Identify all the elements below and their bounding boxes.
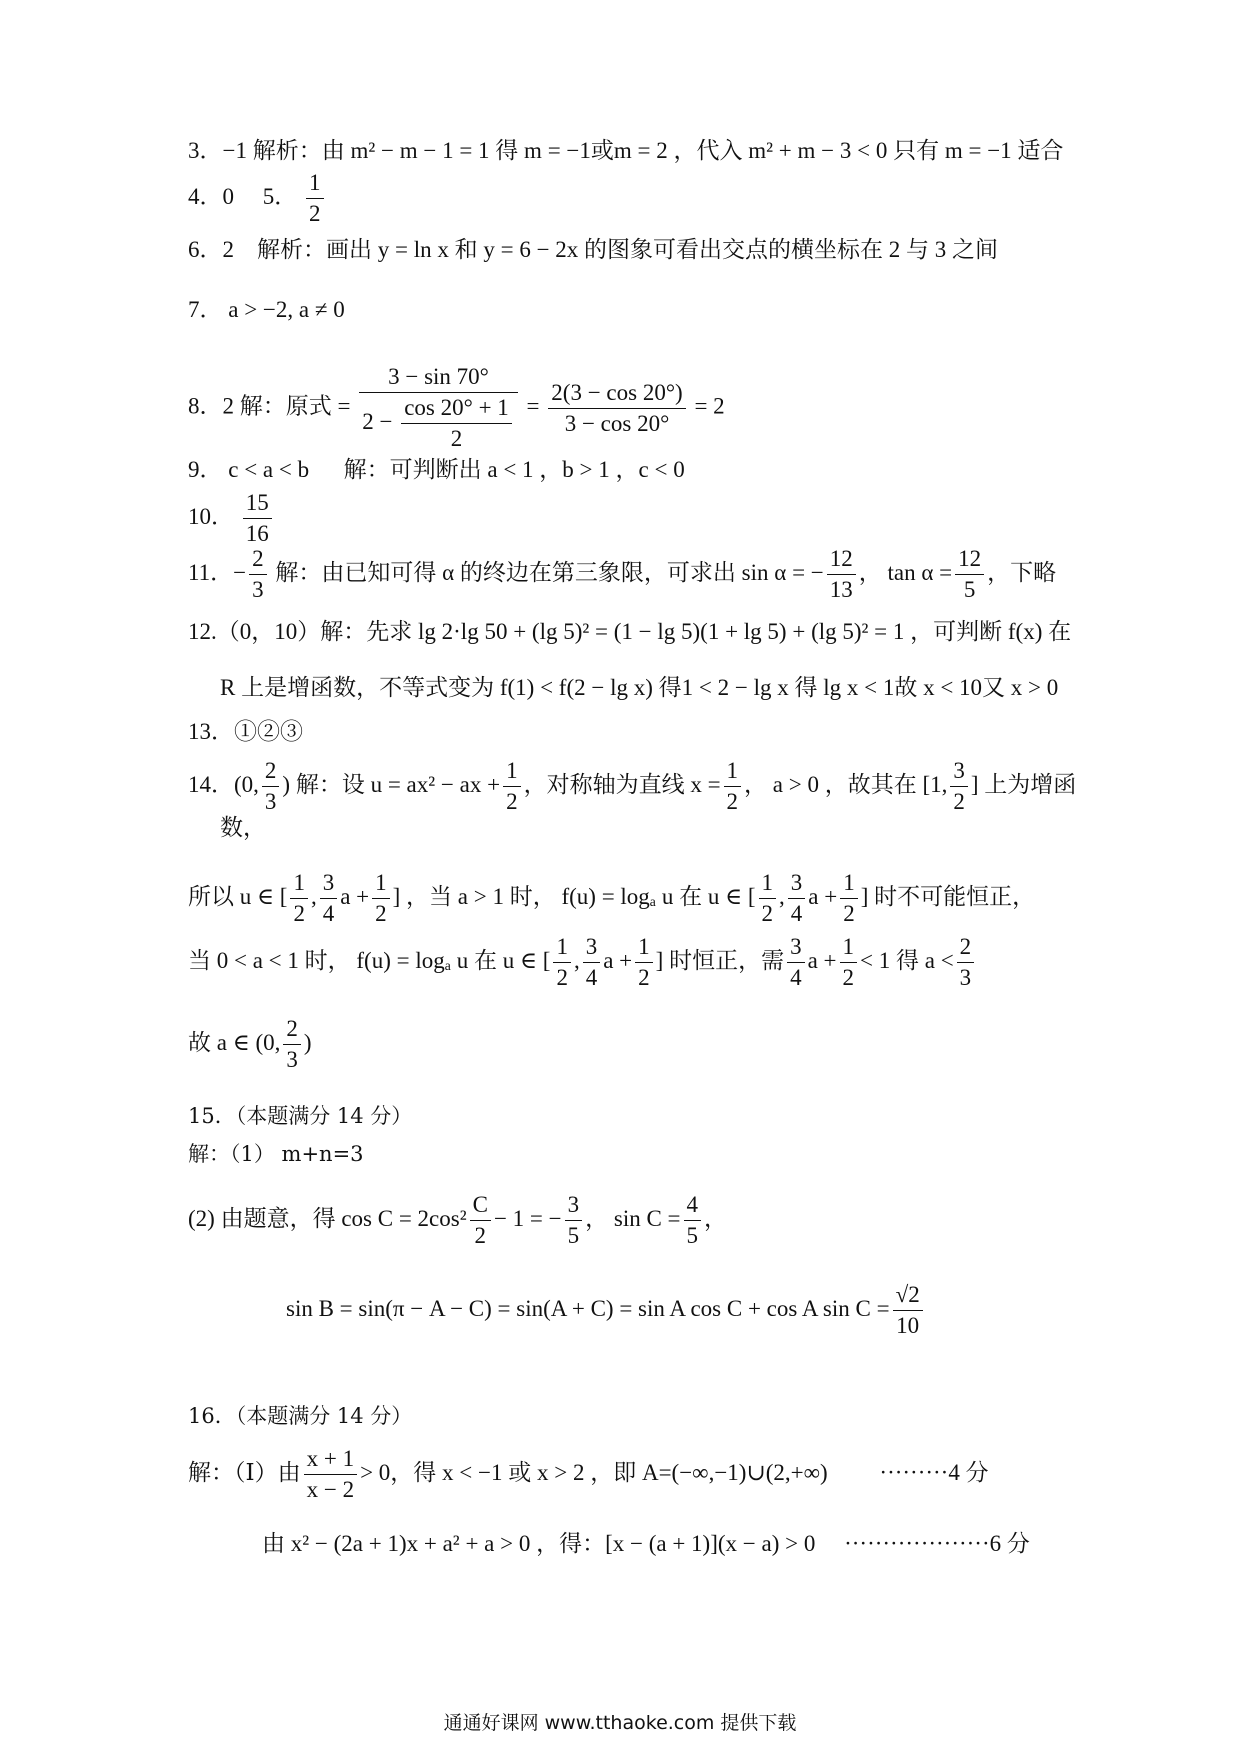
fraction-denominator: 10 bbox=[896, 1313, 920, 1338]
fraction bbox=[684, 1190, 702, 1251]
answer-16-part-1 bbox=[188, 1444, 989, 1505]
answer-14-line-1 bbox=[188, 756, 1076, 817]
answer-13-text: 13．①②③ bbox=[188, 719, 303, 744]
text: > 0，得 x < −1 或 x > 2 ，即 A=(−∞,−1)∪(2,+∞) ·········4 分 bbox=[360, 1459, 989, 1485]
fraction bbox=[840, 932, 858, 993]
denominator-left: 2 − bbox=[362, 408, 393, 434]
fraction bbox=[635, 932, 653, 993]
fraction-numerator: 2 bbox=[957, 932, 975, 963]
text: 所以 u ∈ [ bbox=[188, 883, 288, 909]
answer-6-text: 6．2 解析：画出 y = ln x 和 y = 6 − 2x 的图象可看出交点的横坐标在 2 与 3 之间 bbox=[188, 237, 999, 262]
fraction bbox=[788, 868, 806, 929]
fraction-denominator: x − 2 bbox=[306, 1477, 355, 1502]
fraction bbox=[583, 932, 601, 993]
answer-14-line-5 bbox=[188, 1014, 312, 1075]
fraction-numerator: 12 bbox=[955, 544, 984, 575]
fraction-numerator: 3 bbox=[787, 932, 805, 963]
answer-13 bbox=[188, 718, 303, 746]
fraction-numerator: 2 bbox=[262, 756, 280, 787]
answer-8-prefix: 8．2 解：原式 = bbox=[188, 393, 351, 419]
answer-11 bbox=[188, 544, 1056, 605]
answer-12-text: 12.（0，10）解：先求 lg 2·lg 50 + (lg 5)² = (1 − lg 5)(1 + lg 5) + (lg 5)² = 1 ，可判断 f(x) 在 bbox=[188, 619, 1072, 644]
fraction-numerator: 1 bbox=[635, 932, 653, 963]
fraction-denominator: 2 bbox=[556, 965, 568, 990]
answer-11-tail: ，下略 bbox=[987, 559, 1057, 585]
fraction-numerator: 1 bbox=[724, 756, 742, 787]
fraction-denominator: 3 bbox=[264, 789, 277, 814]
question-16-header bbox=[188, 1402, 412, 1430]
answer-8-fraction-1 bbox=[359, 362, 518, 454]
text: 解：（Ⅰ）由 bbox=[188, 1459, 301, 1485]
text: 故 a ∈ (0, bbox=[188, 1029, 281, 1055]
fraction-numerator: 2 bbox=[283, 1014, 301, 1045]
text: a + bbox=[603, 947, 633, 973]
text: , bbox=[310, 883, 317, 909]
text: ] ，当 a > 1 时， f(u) = logₐ u 在 u ∈ [ bbox=[392, 883, 756, 909]
text: , bbox=[779, 883, 785, 909]
answer-5-fraction bbox=[306, 168, 324, 229]
text: ] 上为增函 bbox=[970, 771, 1077, 797]
text: a + bbox=[340, 883, 370, 909]
text: ] 时恒正，需 bbox=[655, 947, 785, 973]
text: (2) 由题意，得 cos C = 2cos² bbox=[188, 1205, 467, 1231]
answer-10-prefix: 10． bbox=[188, 503, 234, 529]
text: a + bbox=[807, 947, 837, 973]
text: ) 解：设 u = ax² − ax + bbox=[282, 771, 501, 797]
footer-credit: 通通好课网 www.tthaoke.com 提供下载 bbox=[443, 1712, 797, 1734]
text: 15．（本题满分 14 分） bbox=[188, 1104, 413, 1128]
fraction-numerator: 3 bbox=[320, 868, 338, 899]
fraction-denominator: 2 bbox=[638, 965, 650, 990]
fraction-denominator: 2 bbox=[309, 201, 321, 226]
answer-10 bbox=[188, 488, 275, 549]
fraction-numerator: 4 bbox=[684, 1190, 702, 1221]
fraction-numerator: 15 bbox=[243, 488, 272, 519]
fraction-denominator: 2 bbox=[843, 901, 855, 926]
fraction-numerator: √2 bbox=[893, 1280, 923, 1311]
fraction-numerator: x + 1 bbox=[304, 1444, 357, 1475]
text: ， sin C = bbox=[585, 1205, 681, 1231]
answer-11-prefix: 11．− bbox=[188, 559, 247, 585]
fraction-denominator: 2 bbox=[842, 965, 855, 990]
fraction bbox=[304, 1444, 357, 1505]
fraction-numerator: 3 − sin 70° bbox=[359, 362, 518, 393]
answer-6 bbox=[188, 236, 998, 264]
answer-14-line-2 bbox=[220, 814, 266, 842]
fraction bbox=[262, 756, 280, 817]
text: 14．(0, bbox=[188, 771, 259, 797]
fraction-denominator: 3 − cos 20° bbox=[564, 410, 670, 436]
fraction-numerator: 1 bbox=[372, 868, 390, 899]
answer-15-sinB bbox=[286, 1280, 926, 1341]
fraction-numerator: 1 bbox=[759, 868, 777, 899]
answer-3-prefix: 3． bbox=[188, 138, 223, 163]
fraction-numerator: 3 bbox=[565, 1190, 583, 1221]
fraction bbox=[759, 868, 777, 929]
fraction-denominator: 3 bbox=[252, 577, 264, 602]
fraction bbox=[893, 1280, 923, 1341]
fraction-numerator: C bbox=[470, 1190, 491, 1221]
answer-3-text: −1 解析：由 m² − m − 1 = 1 得 m = −1或m = 2 ，代入 m² + m − 3 < 0 只有 m = −1 适合 bbox=[222, 138, 1064, 163]
answer-10-fraction bbox=[243, 488, 272, 549]
answer-14-line-4 bbox=[188, 932, 977, 993]
fraction bbox=[290, 868, 308, 929]
fraction bbox=[320, 868, 338, 929]
answer-8-fraction-2 bbox=[548, 378, 685, 439]
text: 数， bbox=[220, 815, 266, 840]
text: 由 x² − (2a + 1)x + a² + a > 0 ，得：[x − (a + 1)](x − a) > 0 ···················6 分 bbox=[262, 1531, 1030, 1556]
fraction-denominator: 2 bbox=[726, 789, 739, 814]
fraction bbox=[955, 544, 984, 605]
text: ) bbox=[303, 1029, 312, 1055]
text: − 1 = − bbox=[493, 1205, 562, 1231]
fraction-numerator: 1 bbox=[553, 932, 571, 963]
answer-11-text: 解：由已知可得 α 的终边在第三象限，可求出 sin α = − bbox=[269, 559, 824, 585]
fraction-denominator: 5 bbox=[963, 577, 976, 602]
fraction-numerator: 2 bbox=[249, 544, 267, 575]
fraction-denominator: 3 bbox=[959, 965, 972, 990]
text: ， a > 0 ，故其在 [1, bbox=[744, 771, 948, 797]
answer-12-line-1 bbox=[188, 618, 1071, 646]
fraction bbox=[950, 756, 968, 817]
answer-9 bbox=[188, 456, 685, 484]
fraction-denominator: 4 bbox=[790, 901, 803, 926]
fraction-denominator: 2 bbox=[375, 901, 387, 926]
text: ，对称轴为直线 x = bbox=[523, 771, 721, 797]
answer-11-text: ， tan α = bbox=[858, 559, 953, 585]
text: sin B = sin(π − A − C) = sin(A + C) = sin A cos C + cos A sin C = bbox=[286, 1295, 890, 1321]
text: ] 时不可能恒正， bbox=[860, 883, 1036, 909]
fraction bbox=[840, 868, 858, 929]
fraction-denominator: 2 bbox=[506, 789, 518, 814]
answer-14-line-3 bbox=[188, 868, 1035, 929]
fraction bbox=[787, 932, 805, 993]
answer-4-text: 4．0 5． bbox=[188, 183, 298, 209]
fraction bbox=[957, 932, 975, 993]
fraction bbox=[283, 1014, 301, 1075]
fraction bbox=[827, 544, 856, 605]
fraction-denominator: 16 bbox=[245, 521, 269, 546]
fraction bbox=[372, 868, 390, 929]
fraction-denominator: 13 bbox=[829, 577, 853, 602]
fraction-numerator: 1 bbox=[503, 756, 521, 787]
fraction-numerator: 3 bbox=[950, 756, 968, 787]
equals-sign: = bbox=[526, 393, 540, 419]
answer-15-part-1 bbox=[188, 1140, 364, 1168]
fraction bbox=[470, 1190, 491, 1251]
fraction-numerator: 1 bbox=[840, 868, 858, 899]
answer-9-text: 9． c < a < b 解：可判断出 a < 1 ，b > 1 ，c < 0 bbox=[188, 457, 685, 482]
answer-8 bbox=[188, 362, 725, 454]
text: 解：（1） m+n=3 bbox=[188, 1142, 364, 1166]
question-15-header bbox=[188, 1102, 412, 1130]
fraction bbox=[249, 544, 267, 605]
fraction-numerator: 1 bbox=[290, 868, 308, 899]
fraction-denominator: 4 bbox=[790, 965, 802, 990]
fraction-numerator: 12 bbox=[827, 544, 856, 575]
fraction-denominator bbox=[359, 393, 518, 454]
fraction-numerator: cos 20° + 1 bbox=[401, 393, 512, 424]
fraction-denominator: 4 bbox=[322, 901, 335, 926]
answer-12-line-2 bbox=[220, 674, 1058, 702]
fraction-denominator: 2 bbox=[761, 901, 774, 926]
fraction-numerator: 3 bbox=[583, 932, 601, 963]
answer-8-result: = 2 bbox=[694, 393, 725, 419]
fraction-denominator: 4 bbox=[585, 965, 598, 990]
fraction-denominator: 3 bbox=[286, 1047, 298, 1072]
fraction-numerator: 1 bbox=[306, 168, 324, 199]
fraction-numerator: 1 bbox=[840, 932, 858, 963]
text: ， bbox=[704, 1205, 728, 1231]
fraction-numerator: 3 bbox=[788, 868, 806, 899]
answer-3 bbox=[188, 137, 1063, 165]
fraction bbox=[565, 1190, 583, 1251]
fraction-denominator: 2 bbox=[293, 901, 305, 926]
text: 16．（本题满分 14 分） bbox=[188, 1404, 413, 1428]
nested-fraction bbox=[401, 393, 512, 454]
fraction-denominator: 2 bbox=[474, 1223, 487, 1248]
answer-12-text: R 上是增函数，不等式变为 f(1) < f(2 − lg x) 得1 < 2 − lg x 得 lg x < 1故 x < 10又 x > 0 bbox=[220, 675, 1059, 700]
fraction-denominator: 5 bbox=[567, 1223, 580, 1248]
fraction-denominator: 2 bbox=[953, 789, 965, 814]
answer-4-5 bbox=[188, 168, 327, 229]
fraction-denominator: 5 bbox=[686, 1223, 699, 1248]
fraction bbox=[553, 932, 571, 993]
answer-7 bbox=[188, 296, 345, 324]
text: , bbox=[573, 947, 580, 973]
answer-7-text: 7． a > −2, a ≠ 0 bbox=[188, 297, 345, 322]
fraction-numerator: 2(3 − cos 20°) bbox=[548, 378, 685, 409]
text: 当 0 < a < 1 时， f(u) = logₐ u 在 u ∈ [ bbox=[188, 947, 551, 973]
fraction bbox=[724, 756, 742, 817]
fraction-denominator: 2 bbox=[450, 426, 463, 451]
text: a + bbox=[808, 883, 838, 909]
fraction bbox=[503, 756, 521, 817]
answer-15-part-2 bbox=[188, 1190, 727, 1251]
answer-16-part-2 bbox=[262, 1530, 1030, 1558]
text: < 1 得 a < bbox=[860, 947, 954, 973]
